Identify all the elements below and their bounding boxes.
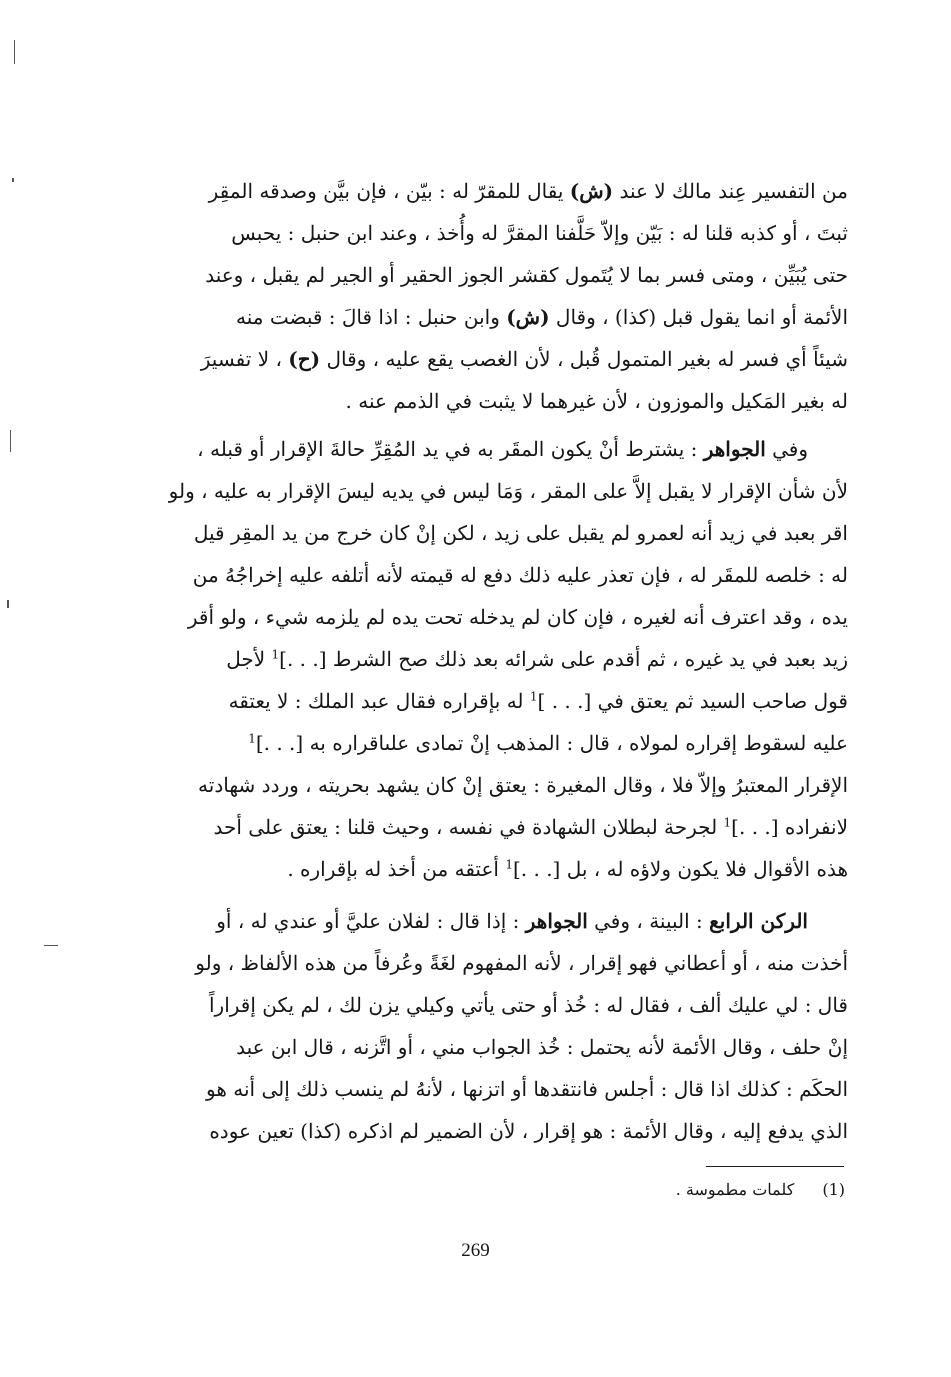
text-line: الأئمة أو انما يقول قبل (كذا) ، وقال (ش) وابن حنبل : اذا قالَ : قبضت منه <box>236 305 848 329</box>
main-text <box>168 170 848 1152</box>
text-line: حتى يُبَيِّن ، ومتى فسر بما لا يُتَمول كقشر الجوز الحقير أو الجير لم يقبل ، وعند <box>205 263 848 287</box>
text-line: قال : لي عليك ألف ، فقال له : خُذ أو حتى يأتي وكيلي يزن لك ، لم يكن إقراراً <box>209 993 848 1017</box>
footnote <box>676 1180 845 1199</box>
text-line: اقر بعبد في زيد أنه لعمرو لم يقبل على زيد ، لكن إنْ كان خرج من يد المقِر قيل <box>193 521 848 545</box>
text-line: الذي يدفع إليه ، وقال الأئمة : هو إقرار ، لأن الضمير لم اذكره (كذا) تعين عوده <box>209 1119 848 1143</box>
paragraph-2 <box>168 428 848 890</box>
text-line: الركن الرابع : البينة ، وفي الجواهر : إذا قال : لفلان عليَّ أو عندي له ، أو <box>216 909 808 933</box>
scan-mark <box>7 600 9 608</box>
text-line: عليه لسقوط إقراره لمولاه ، قال : المذهب إنْ تمادى علىاقراره به [. . .]$^1$ <box>248 731 848 755</box>
paragraph-1 <box>168 170 848 422</box>
scan-mark <box>14 40 15 64</box>
paragraph-3 <box>168 900 848 1152</box>
text-line: الحكَم : كذلك اذا قال : أجلس فانتقدها أو اتزنها ، لأنهُ لم ينسب ذلك إلى أنه هو <box>206 1077 848 1101</box>
scan-mark <box>44 945 58 946</box>
page-number: 269 <box>461 1240 490 1261</box>
scan-mark <box>12 178 14 182</box>
text-line: ثبتَ ، أو كذبه قلنا له : بَيّن وإلاّ حَلَّفنا المقرَّ له وأُخذ ، وعند ابن حنبل : يحبس <box>231 221 848 245</box>
text-line: إنْ حلف ، وقال الأئمة لأنه يحتمل : خُذ الجواب مني ، أو اتَّزنه ، قال ابن عبد <box>236 1035 848 1059</box>
text-line: أخذت منه ، أو أعطاني فهو إقرار ، لأنه المفهوم لغَةً وعُرفاً من هذه الألفاظ ، ولو <box>195 951 848 975</box>
text-line: وفي الجواهر : يشترط أنْ يكون المقَر به في يد المُقِرِّ حالةَ الإقرار أو قبله ، <box>197 437 808 461</box>
scan-mark <box>10 430 11 452</box>
text-line: زيد بعبد في يد غيره ، ثم أقدم على شرائه بعد ذلك صح الشرط [. . .]$^1$ لأجل <box>226 647 848 671</box>
text-line: له : خلصه للمقَر له ، فإن تعذر عليه ذلك دفع له قيمته لأنه أتلفه عليه إخراجُهُ من <box>192 563 848 587</box>
text-line: من التفسير عِند مالك لا عند (ش) يقال للمقرّ له : بيّن ، فإن بيَّن وصدقه المقِر <box>208 179 848 203</box>
text-line: لانفراده [. . .]$^1$ لجرحة لبطلان الشهادة في نفسه ، وحيث قلنا : يعتق على أحد <box>213 815 848 839</box>
text-line: له بغير المَكيل والموزون ، لأن غيرهما لا يثبت في الذمم عنه . <box>345 389 848 413</box>
footnote-number: (1) <box>822 1180 845 1199</box>
text-line: شيئاً أي فسر له بغير المتمول قُبل ، لأن الغصب يقع عليه ، وقال (ح) ، لا تفسيرَ <box>200 347 848 371</box>
text-line: لأن شأن الإقرار لا يقبل إلاَّ على المقر ، وَمَا ليس في يديه ليسَ الإقرار به عليه ، ولو <box>168 479 848 503</box>
text-line: يده ، وقد اعترف أنه لغيره ، فإن كان لم يدخله تحت يده لم يلزمه شيء ، ولو أقر <box>187 605 848 629</box>
text-line: قول صاحب السيد ثم يعتق في [. . . ]$^1$ له بإقراره فقال عبد الملك : لا يعتقه <box>228 689 848 713</box>
text-line: هذه الأقوال فلا يكون ولاؤه له ، بل [. . .]$^1$ أعتقه من أخذ له بإقراره . <box>287 857 848 881</box>
footnote-divider <box>706 1166 844 1167</box>
footnote-text: كلمات مطموسة . <box>675 1180 795 1199</box>
text-line: الإقرار المعتبرُ وإلاّ فلا ، وقال المغيرة : يعتق إنْ كان يشهد بحريته ، وردد شهادته <box>198 773 848 797</box>
